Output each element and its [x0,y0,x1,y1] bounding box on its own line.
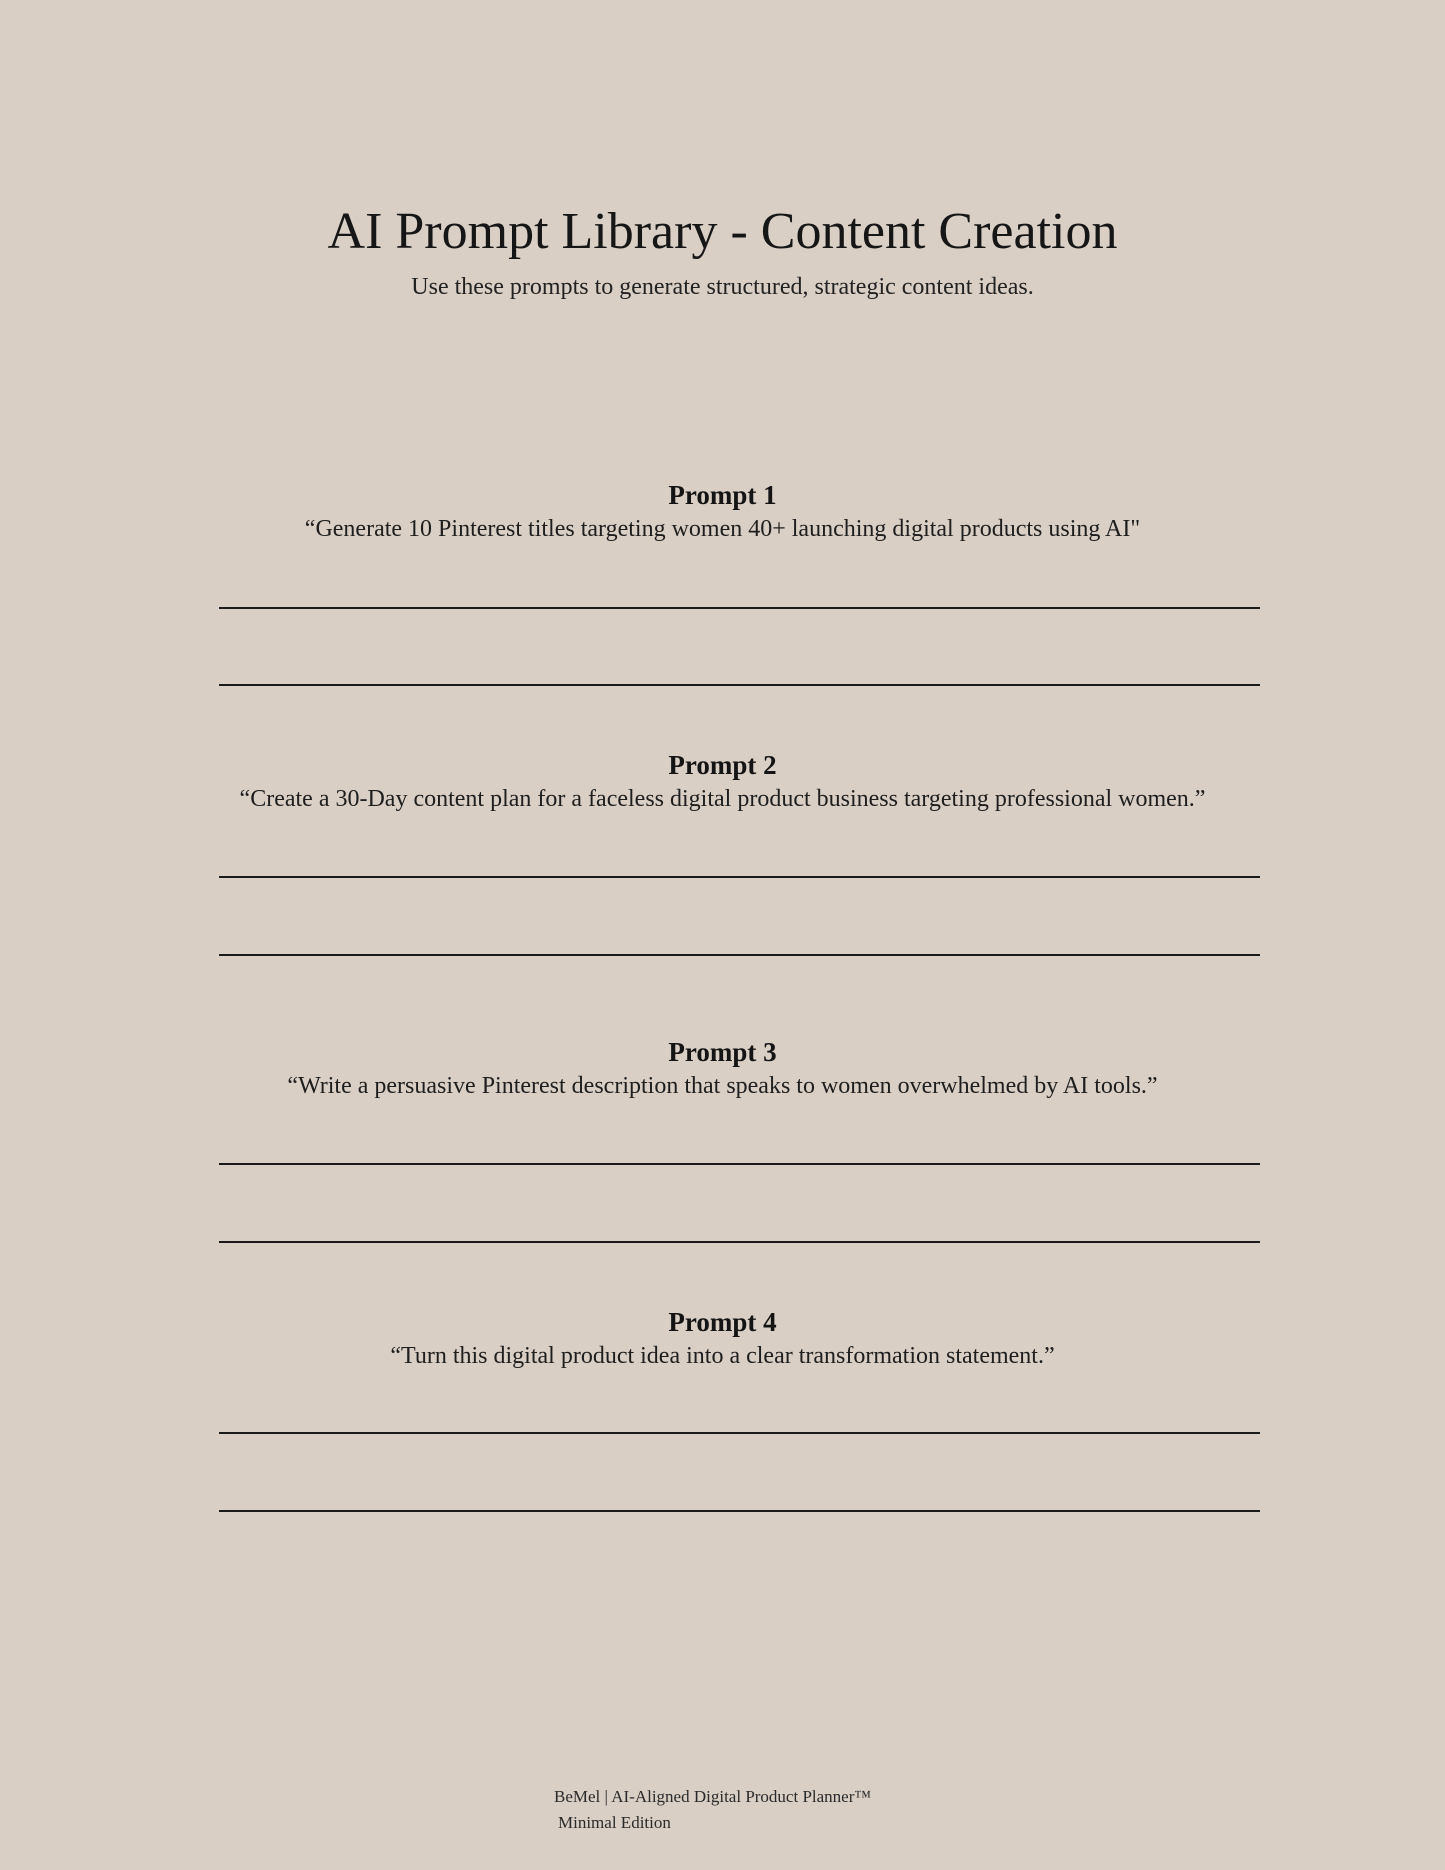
prompt-heading: Prompt 3 [668,1037,777,1067]
answer-line[interactable] [219,607,1260,609]
answer-line[interactable] [219,954,1260,956]
prompt-text: “Generate 10 Pinterest titles targeting women 40+ launching digital products using AI" [304,516,1141,542]
page-title: AI Prompt Library - Content Creation [327,203,1118,260]
footer [554,1784,871,1836]
prompt-text: “Create a 30-Day content plan for a faceless digital product business targeting professional women.” [239,786,1206,812]
footer-edition: Minimal Edition [558,1813,671,1832]
answer-line[interactable] [219,1163,1260,1165]
prompt-text: “Write a persuasive Pinterest description that speaks to women overwhelmed by AI tools.” [287,1073,1158,1099]
answer-line[interactable] [219,876,1260,878]
answer-line[interactable] [219,1510,1260,1512]
answer-line[interactable] [219,1241,1260,1243]
footer-brand: BeMel | AI-Aligned Digital Product Planner™ [554,1787,872,1806]
page-subtitle: Use these prompts to generate structured, strategic content ideas. [411,274,1034,300]
prompt-text: “Turn this digital product idea into a clear transformation statement.” [390,1343,1055,1369]
prompt-heading: Prompt 1 [668,480,777,510]
answer-line[interactable] [219,684,1260,686]
prompt-heading: Prompt 2 [668,750,777,780]
answer-line[interactable] [219,1432,1260,1434]
prompt-heading: Prompt 4 [668,1307,777,1337]
